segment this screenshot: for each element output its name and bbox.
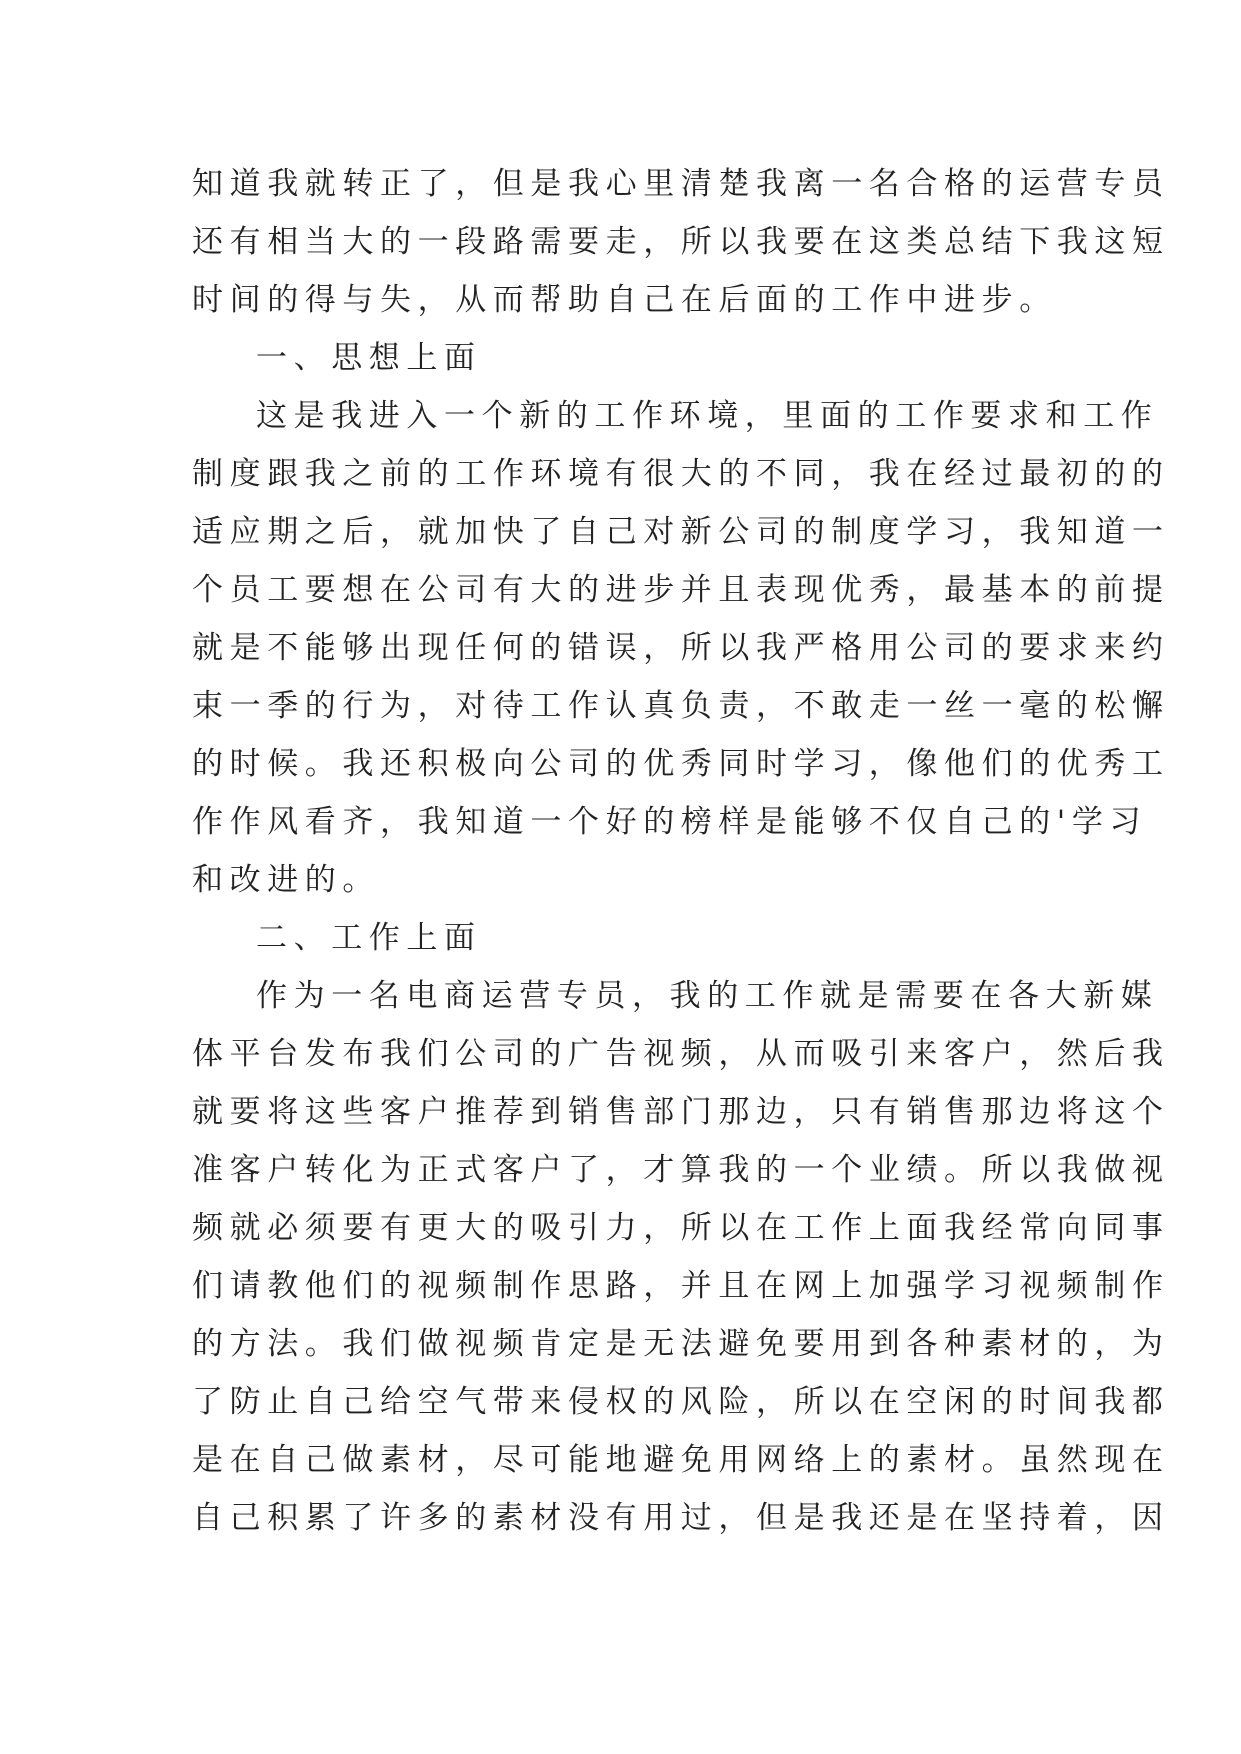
body-line: 制度跟我之前的工作环境有很大的不同，我在经过最初的的 — [192, 456, 1170, 492]
body-line: 适应期之后，就加快了自己对新公司的制度学习，我知道一 — [192, 514, 1170, 550]
body-line: 的方法。我们做视频肯定是无法避免要用到各种素材的，为 — [192, 1326, 1170, 1362]
body-line: 就是不能够出现任何的错误，所以我严格用公司的要求来约 — [192, 630, 1170, 666]
body-line: 还有相当大的一段路需要走，所以我要在这类总结下我这短 — [192, 224, 1170, 260]
body-line: 作为一名电商运营专员，我的工作就是需要在各大新媒 — [256, 978, 1159, 1014]
body-line: 体平台发布我们公司的广告视频，从而吸引来客户，然后我 — [192, 1036, 1170, 1072]
body-line: 时间的得与失，从而帮助自己在后面的工作中进步。 — [192, 282, 1057, 318]
body-line: 们请教他们的视频制作思路，并且在网上加强学习视频制作 — [192, 1268, 1170, 1304]
body-line: 就要将这些客户推荐到销售部门那边，只有销售那边将这个 — [192, 1094, 1170, 1130]
body-line: 个员工要想在公司有大的进步并且表现优秀，最基本的前提 — [192, 572, 1170, 608]
body-line: 了防止自己给空气带来侵权的风险，所以在空闲的时间我都 — [192, 1384, 1170, 1420]
body-line: 准客户转化为正式客户了，才算我的一个业绩。所以我做视 — [192, 1152, 1170, 1188]
body-line: 知道我就转正了，但是我心里清楚我离一名合格的运营专员 — [192, 166, 1170, 202]
body-line: 自己积累了许多的素材没有用过，但是我还是在坚持着，因 — [192, 1500, 1170, 1536]
body-line: 和改进的。 — [192, 862, 380, 898]
body-line: 是在自己做素材，尽可能地避免用网络上的素材。虽然现在 — [192, 1442, 1170, 1478]
body-line: 频就必须要有更大的吸引力，所以在工作上面我经常向同事 — [192, 1210, 1170, 1246]
body-line: 作作风看齐，我知道一个好的榜样是能够不仅自己的'学习 — [192, 804, 1148, 840]
body-line: 的时候。我还积极向公司的优秀同时学习，像他们的优秀工 — [192, 746, 1170, 782]
section-heading: 一、思想上面 — [256, 340, 482, 376]
document-body — [192, 155, 1170, 1547]
body-line: 束一季的行为，对待工作认真负责，不敢走一丝一毫的松懈 — [192, 688, 1170, 724]
body-line: 这是我进入一个新的工作环境，里面的工作要求和工作 — [256, 398, 1159, 434]
section-heading: 二、工作上面 — [256, 920, 482, 956]
